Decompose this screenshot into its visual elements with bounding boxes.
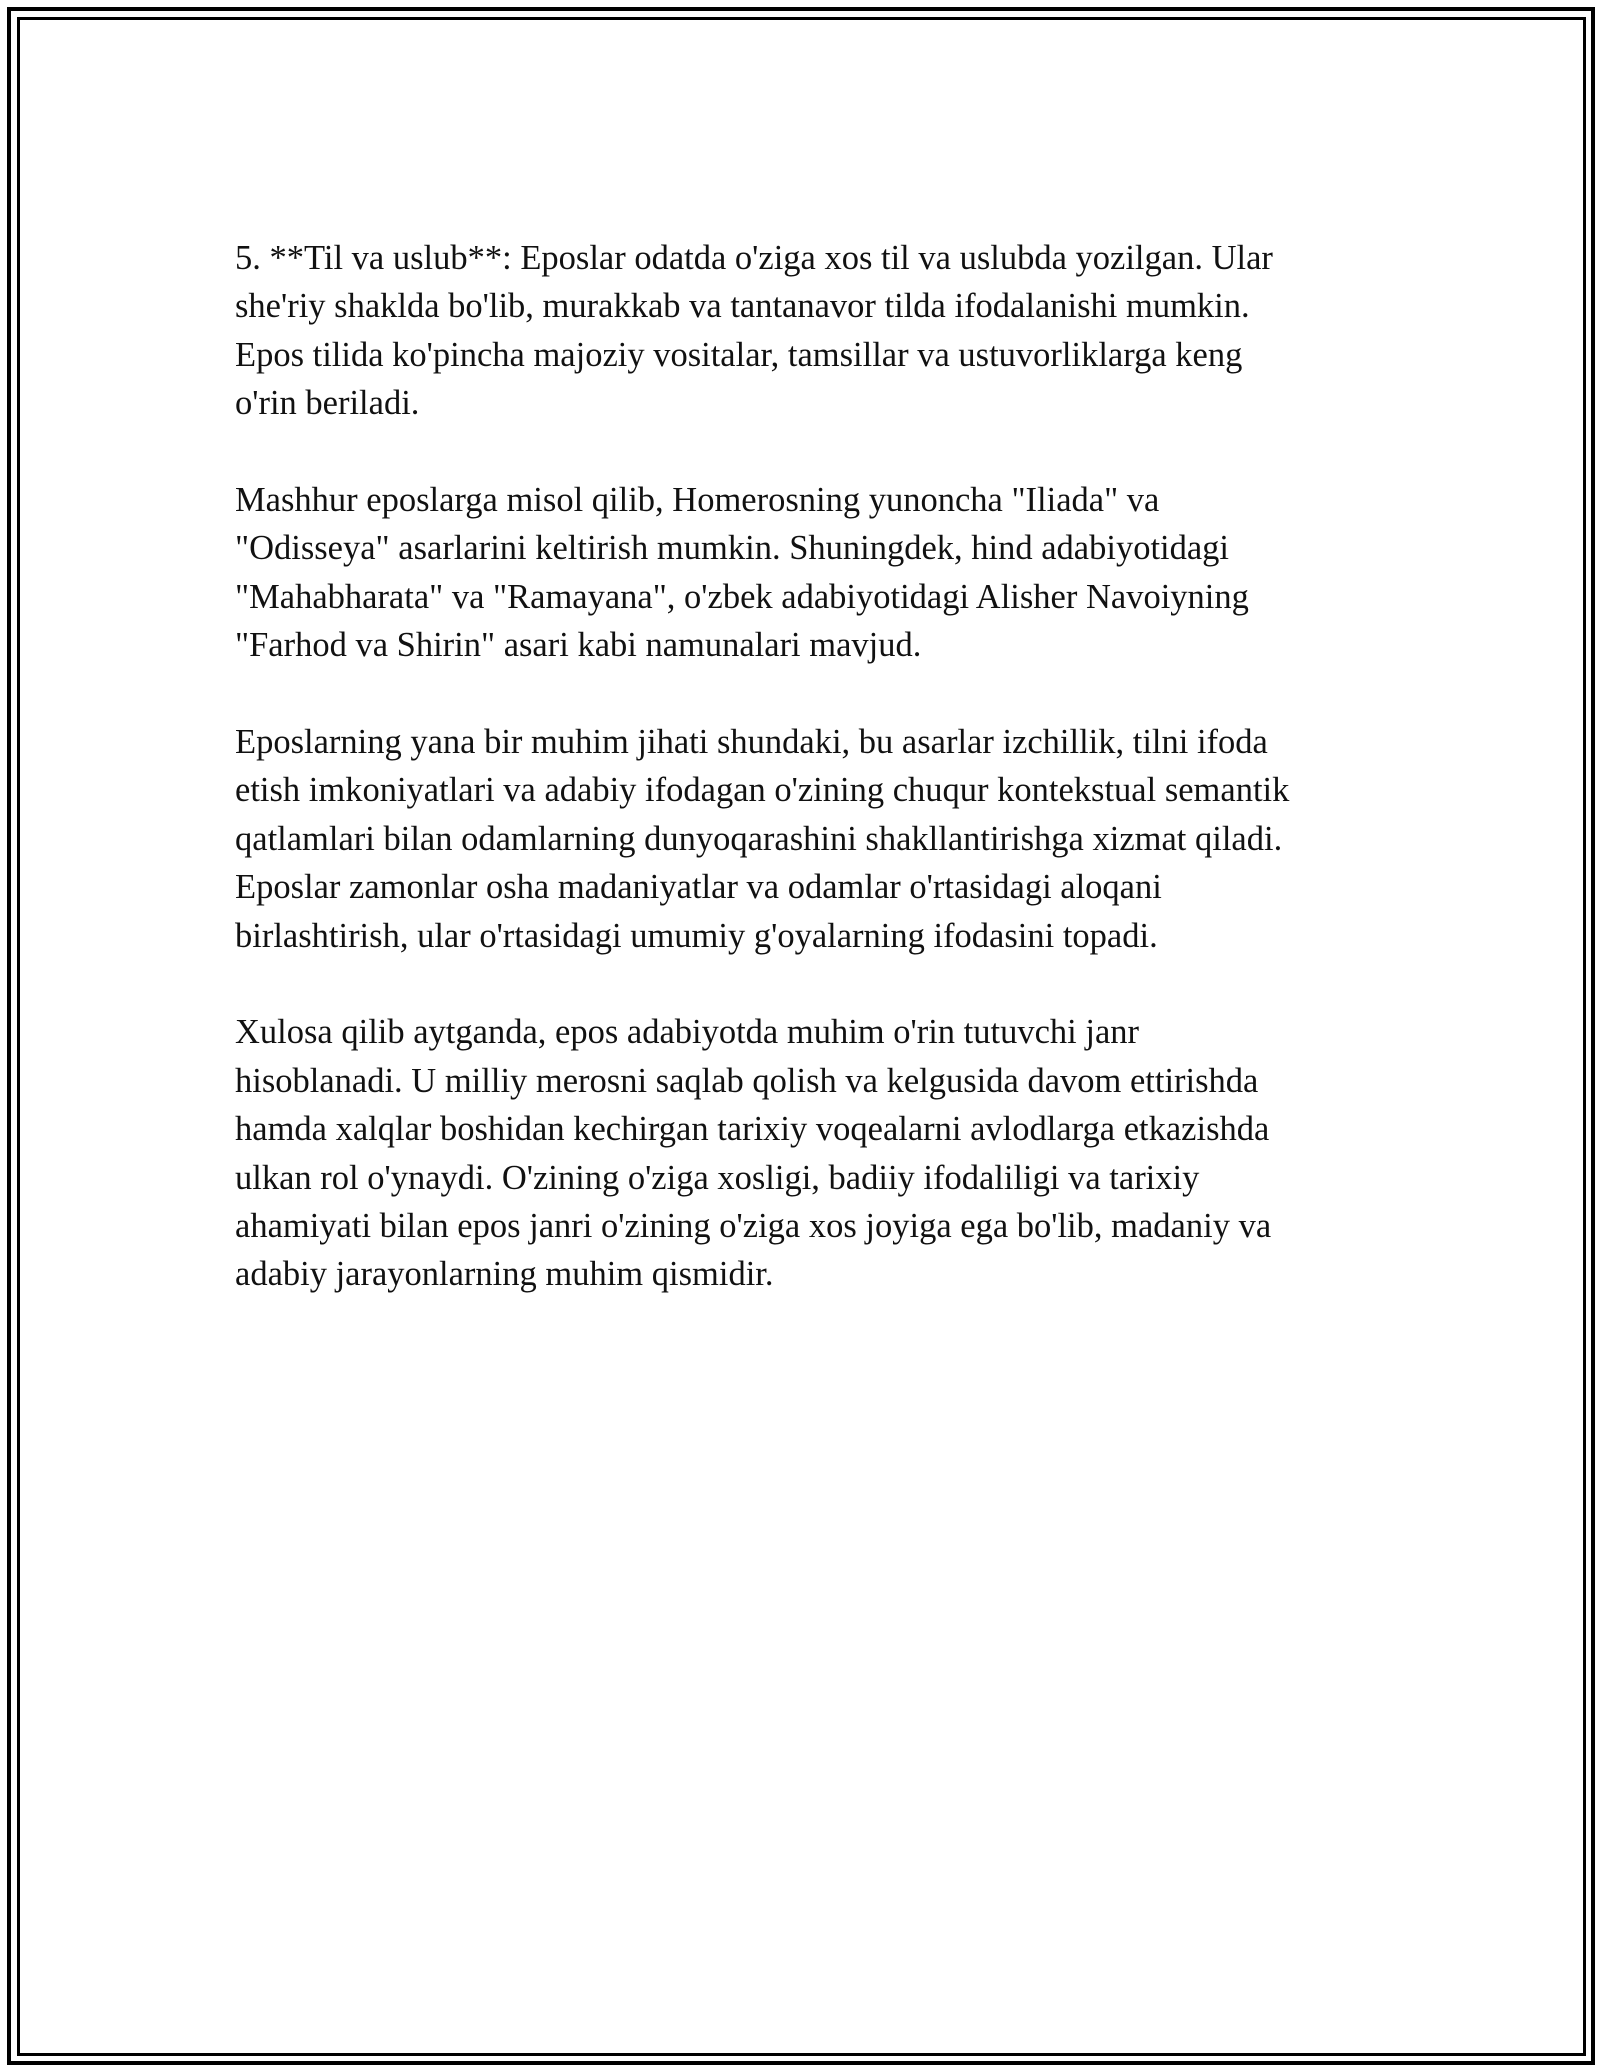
paragraph-til-va-uslub: 5. **Til va uslub**: Eposlar odatda o'ziga xos til va uslubda yozilgan. Ular she'riy shaklda bo'lib, murakkab va tantanavor tilda ifodalanishi mumkin. Epos tilida ko'pincha majoziy vositalar, tamsillar va ustuvorliklarga keng o'rin beriladi. — [235, 239, 1273, 423]
paragraph-xulosa: Xulosa qilib aytganda, epos adabiyotda muhim o'rin tutuvchi janr hisoblanadi. U milliy merosni saqlab qolish va kelgusida davom ettirishda hamda xalqlar boshidan kechirgan tarixiy voqealarni avlodlarga etkazishda ulkan rol o'ynaydi. O'zining o'ziga xosligi, badiiy ifodaliligi va tarixiy ahamiyati bilan epos janri o'zining o'ziga xos joyiga ega bo'lib, madaniy va adabiy jarayonlarning muhim qismidir. — [235, 1013, 1272, 1294]
paragraph-mashhur-eposlar: Mashhur eposlarga misol qilib, Homerosning yunoncha "Iliada" va "Odisseya" asarlarini keltirish mumkin. Shuningdek, hind adabiyotidagi "Mahabharata" va "Ramayana", o'zbek adabiyotidagi Alisher Navoiyning "Farhod va Shirin" asari kabi namunalari mavjud. — [235, 481, 1249, 665]
paragraph-muhim-jihati: Eposlarning yana bir muhim jihati shundaki, bu asarlar izchillik, tilni ifoda etish imkoniyatlari va adabiy ifodagan o'zining chuqur kontekstual semantik qatlamlari bilan odamlarning dunyoqarashini shakllantirishga xizmat qiladi. Eposlar zamonlar osha madaniyatlar va odamlar o'rtasidagi aloqani birlashtirish, ular o'rtasidagi umumiy g'oyalarning ifodasini topadi. — [235, 723, 1290, 955]
document-body — [235, 234, 1375, 1299]
